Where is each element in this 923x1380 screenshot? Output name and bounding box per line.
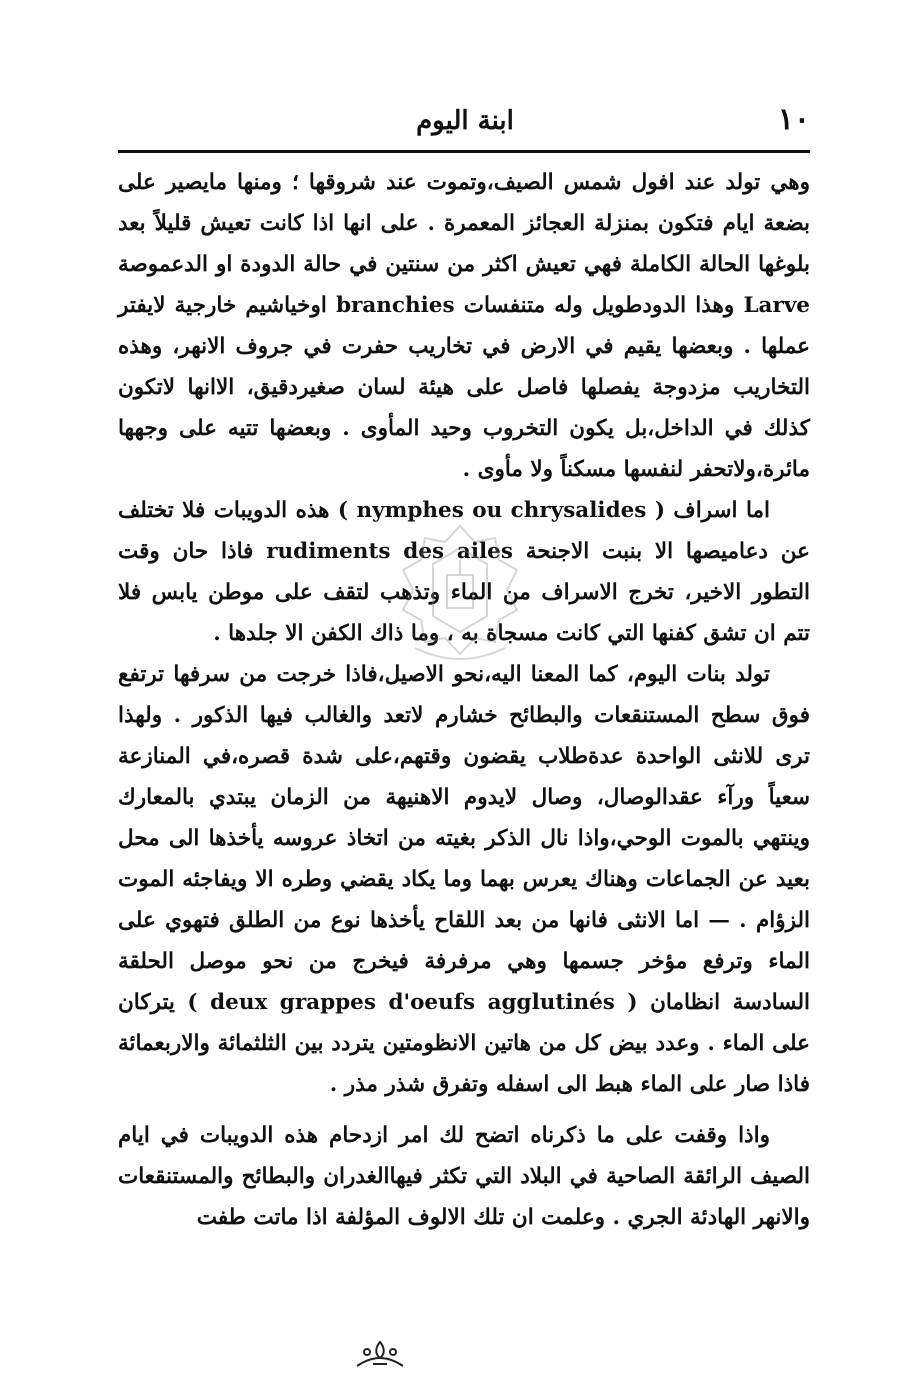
page-header (120, 96, 810, 146)
body-text (118, 162, 810, 1238)
header-rule (118, 150, 810, 153)
paragraph-4: واذا وقفت على ما ذكرناه اتضح لك امر ازدحام هذه الدويبات في ايام الصيف الرائقة الصاحية في البلاد التي تكثر فيهاالغدران والبطائح والمستنقعات والانهر الهادئة الجري . وعلمت ان تلك الالوف المؤلفة اذا ماتت طفت (118, 1123, 810, 1230)
paragraph-2: اما اسراف ( nymphes ou chrysalides ) هذه الدويبات فلا تختلف عن دعاميصها الا بنبت الاجنحة rudiments des ailes فاذا حان وقت التطور الاخير، تخرج الاسراف من الماء وتذهب لتقف على موطن يابس فلا تتم ان تشق كفنها التي كانت مسجاة به ، وما ذاك الكفن الا جلدها . (118, 498, 811, 646)
floral-ornament-icon (345, 1338, 415, 1370)
page-number: ١٠ (777, 102, 810, 137)
paragraph-3: تولد بنات اليوم، كما المعنا اليه،نحو الاصيل،فاذا خرجت من سرفها ترتفع فوق سطح المستنقعات والبطائح خشارم لاتعد والغالب فيها الذكور . ولهذا ترى للانثى الواحدة عدةطلاب يقضون وقتهم،على شدة قصره،في المنازعة سعياً ورآء عقدالوصال، وصال لايدوم الاهنيهة من الزمان يبتدي بالمعارك وينتهي بالموت الوحي،واذا نال الذكر بغيته من اتخاذ عروسه يأخذها الى محل بعيد عن الجماعات وهناك يعرس بهما وما يكاد يقضي وطره الا ويفاجئه الموت الزؤام . — اما الانثى فانها من بعد اللقاح يأخذها نوع من الطلق فتهوي على الماء وترفع مؤخر جسمها وهي مرفرفة فيخرج من نحو موصل الحلقة السادسة انظامان ( deux grappes d'oeufs agglutinés ) يتركان على الماء . وعدد بيض كل من هاتين الانظومتين يتردد بين الثلثمائة والاربعمائة فاذا صار على الماء هبط الى اسفله وتفرق شذر مذر . (118, 662, 810, 1097)
running-title: ابنة اليوم (416, 106, 514, 136)
paragraph-1: وهي تولد عند افول شمس الصيف،وتموت عند شروقها ؛ ومنها مايصير على بضعة ايام فتكون بمنزلة العجائز المعمرة . على انها اذا كانت تعيش قليلاً بعد بلوغها الحالة الكاملة فهي تعيش اكثر من سنتين في حالة الدودة او الدعموصة Larve وهذا الدودطويل وله متنفسات branchies اوخياشيم خارجية لايفتر عملها . وبعضها يقيم في الارض في تخاريب حفرت في جروف الانهر، وهذه التخاريب مزدوجة يفصلها فاصل على هيئة لسان صغيردقيق، الاانها لاتكون كذلك في الداخل،بل يكون التخروب وحيد المأوى . وبعضها تتيه على وجهها مائرة،ولاتحفر لنفسها مسكناً ولا مأوى . (118, 170, 810, 482)
